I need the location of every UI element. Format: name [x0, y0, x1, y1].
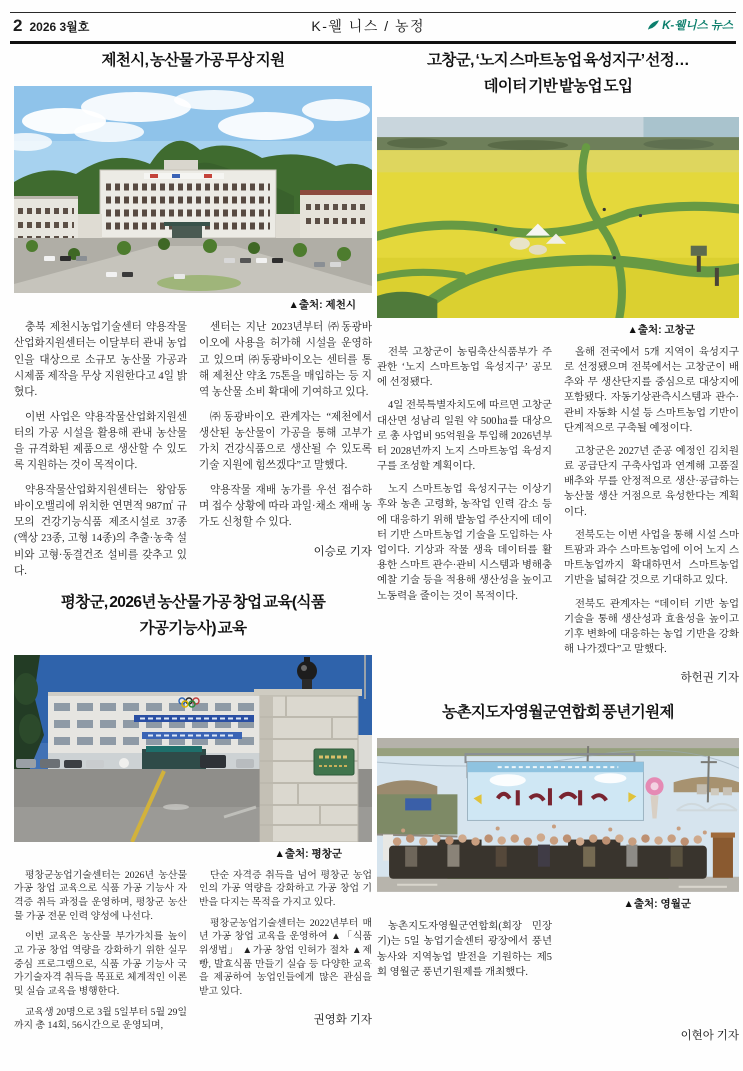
body-column-right: [199, 320, 372, 588]
headline-line: 가공기능사) 교육: [139, 620, 247, 638]
paragraph: 이번 교육은 농산물 부가가치를 높이고 가공 창업 역량을 강화하기 위한 실무 중심 프로그램으로, 식품 가공 기능사 국가기술자격 취득을 목표로 체계적인 이론 및 실습 교육을 병행한다.: [14, 931, 187, 997]
reporter-byline: 하헌권 기자: [680, 672, 739, 685]
paragraph: 올해 전국에서 5개 지역이 육성지구로 선정됐으며 전북에서는 고창군이 배추와 무 생산단지를 중심으로 대상지에 포함됐다. 자동기상관측시스템과 관수·관비 자동화 시설 등 스마트농업 기반이 단계적으로 구축될 예정이다.: [564, 346, 739, 434]
jecheon-building-photo: [14, 86, 372, 293]
yeongwol-group-photo: [377, 738, 739, 892]
paragraph: 4일 전북특별자치도에 따르면 고창군 대산면 성남리 일원 약 500㏊를 대상으로 총 사업비 95억원을 투입해 2026년부터 2028년까지 노지 스마트농업 육성지구를 조성할 계획이다.: [377, 400, 552, 473]
paragraph: 평창군농업기술센터는 2026년 농산물 가공 창업 교육으로 식품 가공 기능사 자격증 취득 과정을 운영하며, 평창군 농산물 가공 전문 인력 양성에 나선다.: [14, 869, 187, 922]
article-body: [377, 919, 739, 1043]
article-body: [377, 345, 739, 686]
body-column-left: [14, 869, 187, 1040]
photo-credit-gochang: ▲출처: 고창군: [627, 323, 695, 336]
paragraph: 전북도는 이번 사업을 통해 시설 스마트팜과 과수 스마트농업에 이어 노지 스마트농업까지 확대하면서 스마트농업 기반을 넓혀갈 것으로 기대하고 있다.: [564, 529, 739, 587]
pyeongchang-office-photo: [14, 655, 372, 842]
paragraph: 농촌지도자영월군연합회(회장 민장기)는 5일 농업기술센터 광장에서 풍년 농사와 지역농업 발전을 기원하는 제5회 영월군 풍년기원제를 개최했다.: [377, 921, 552, 978]
gochang-photo-illustration: [377, 117, 739, 318]
article-jecheon: [14, 44, 372, 589]
yeongwol-photo-illustration: [377, 738, 739, 892]
newspaper-logo: [647, 17, 733, 33]
page-number: 2: [13, 16, 23, 35]
paragraph: 전북 고창군이 농림축산식품부가 주관한 ‘노지 스마트농업 육성지구’ 공모에 선정됐다.: [377, 346, 552, 389]
paragraph: 센터는 지난 2023년부터 ㈜동광바이오에 사용을 허가해 시설을 운영하고 있으며 ㈜동광바이오는 센터를 통해 제천산 약초 75톤을 매입하는 등 지역 농산물 소비 확대에 기여하고 있다.: [199, 322, 372, 398]
body-column-left: [377, 345, 552, 686]
paragraph: 단순 자격증 취득을 넘어 평창군 농업인의 가공 역량을 강화하고 가공 창업 기반을 다지는 목적을 가지고 있다.: [199, 869, 372, 908]
paragraph: 충북 제천시농업기술센터 약용작물산업화지원센터는 이달부터 관내 농업인을 대상으로 소규모 농산물 가공과 시제품 제작을 무상 지원한다고 4일 밝혔다.: [14, 322, 187, 398]
logo-text: K-웰니스 뉴스: [662, 20, 733, 32]
body-column-left: [377, 919, 552, 1043]
jecheon-photo-illustration: [14, 86, 372, 293]
reporter-byline: 이현아 기자: [680, 1030, 739, 1043]
article-pyeongchang: [14, 586, 372, 1040]
article-body: [14, 320, 372, 588]
paragraph: 고창군은 2027년 준공 예정인 김치원료 공급단지 구축사업과 연계해 고품질 배추와 무를 안정적으로 생산·공급하는 농산물 생산 거점으로 육성한다는 계획이다.: [564, 445, 739, 518]
article-jecheon-headline: [14, 48, 372, 74]
article-pyeongchang-headline: [14, 590, 372, 643]
headline-line: 제천시, 농산물 가공 무상 지원: [101, 52, 285, 69]
leaf-icon: [647, 19, 660, 31]
article-gochang: [377, 44, 739, 685]
paragraph: 노지 스마트농업 육성지구는 이상기후와 농촌 고령화, 농작업 인력 감소 등에 대응하기 위해 밭농업 주산지에 데이터 기반 스마트농업 기술을 도입하는 사업이다. 기상과 작물 생육 데이터를 활용한 스마트 관수·관비 시스템과 병해충 예찰 기술 등을 적용해 생산성을 높이고 노동력을 줄이는 것이 목적이다.: [377, 484, 552, 602]
header-left: [13, 16, 89, 36]
paragraph: 전북도 관계자는 “데이터 기반 농업 기술을 통해 생산성과 효율성을 높이고 기후 변화에 대응하는 농업 기반을 강화해 나가겠다”고 말했다.: [564, 598, 739, 656]
article-gochang-headline: [377, 48, 739, 101]
pyeongchang-photo-illustration: [14, 655, 372, 842]
paragraph: 이번 사업은 약용작물산업화지원센터의 가공 시설을 활용해 관내 농산물을 규격화된 제품으로 생산할 수 있도록 지원하는 것이 목적이다.: [14, 411, 187, 472]
section-title: K-웰 니스 / 농정: [311, 18, 426, 34]
body-column-right: [564, 345, 739, 686]
paragraph: 평창군농업기술센터는 2022년부터 매년 가공 창업 교육을 운영하여 ▲「식품위생법」 ▲가공 창업 인허가 절차 ▲제빵, 발효식품 만들기 실습 등 다양한 교육을 제공하여 농업인들에게 많은 관심을 받고 있다.: [199, 917, 372, 997]
reporter-byline: 권영화 기자: [313, 1013, 372, 1026]
article-yeongwol-headline: [377, 700, 739, 726]
photo-credit-yeongwol: ▲출처: 영월군: [623, 898, 691, 911]
paragraph: 교육생 20명으로 3월 5일부터 5월 29일까지 총 14회, 56시간으로 운영되며,: [14, 1006, 187, 1032]
headline-line: 평창군, 2026년 농산물 가공 창업 교육(식품: [60, 594, 326, 611]
paragraph: 약용작물 재배 농가를 우선 접수하며 접수 상황에 따라 과일·채소 재배 농가도 신청할 수 있다.: [199, 485, 372, 529]
reporter-byline: 이승로 기자: [313, 546, 372, 559]
photo-credit-pyeongchang: ▲출처: 평창군: [274, 847, 342, 860]
gochang-flower-field-photo: [377, 117, 739, 318]
paragraph: ㈜동광바이오 관계자는 “제천에서 생산된 농산물이 가공을 통해 고부가가치 건강식품으로 생산될 수 있도록 기술 지원에 힘쓰겠다”고 말했다.: [199, 411, 372, 472]
issue-date: 2026 3월호: [29, 20, 90, 34]
paragraph: 약용작물산업화지원센터는 왕암동 바이오밸리에 위치한 연면적 987㎡ 규모의 건강기능식품 제조시설로 37종(액상 23종, 고형 14종)의 추출·농축 설비와 고형·동결건조 설비를 갖추고 있다.: [14, 485, 187, 577]
body-column-right: [199, 869, 372, 1040]
headline-line: 데이터 기반 밭농업 도입: [483, 78, 633, 96]
article-yeongwol: [377, 696, 739, 1043]
photo-credit-jecheon: ▲출처: 제천시: [288, 299, 356, 312]
article-body: [14, 869, 372, 1040]
body-column-left: [14, 320, 187, 588]
body-column-right: [564, 919, 739, 1043]
headline-line: 농촌지도자영월군연합회 풍년기원제: [442, 704, 674, 721]
page-header: [10, 12, 736, 44]
headline-line: 고창군, ‘노지 스마트농업 육성지구’ 선정…: [427, 52, 689, 69]
